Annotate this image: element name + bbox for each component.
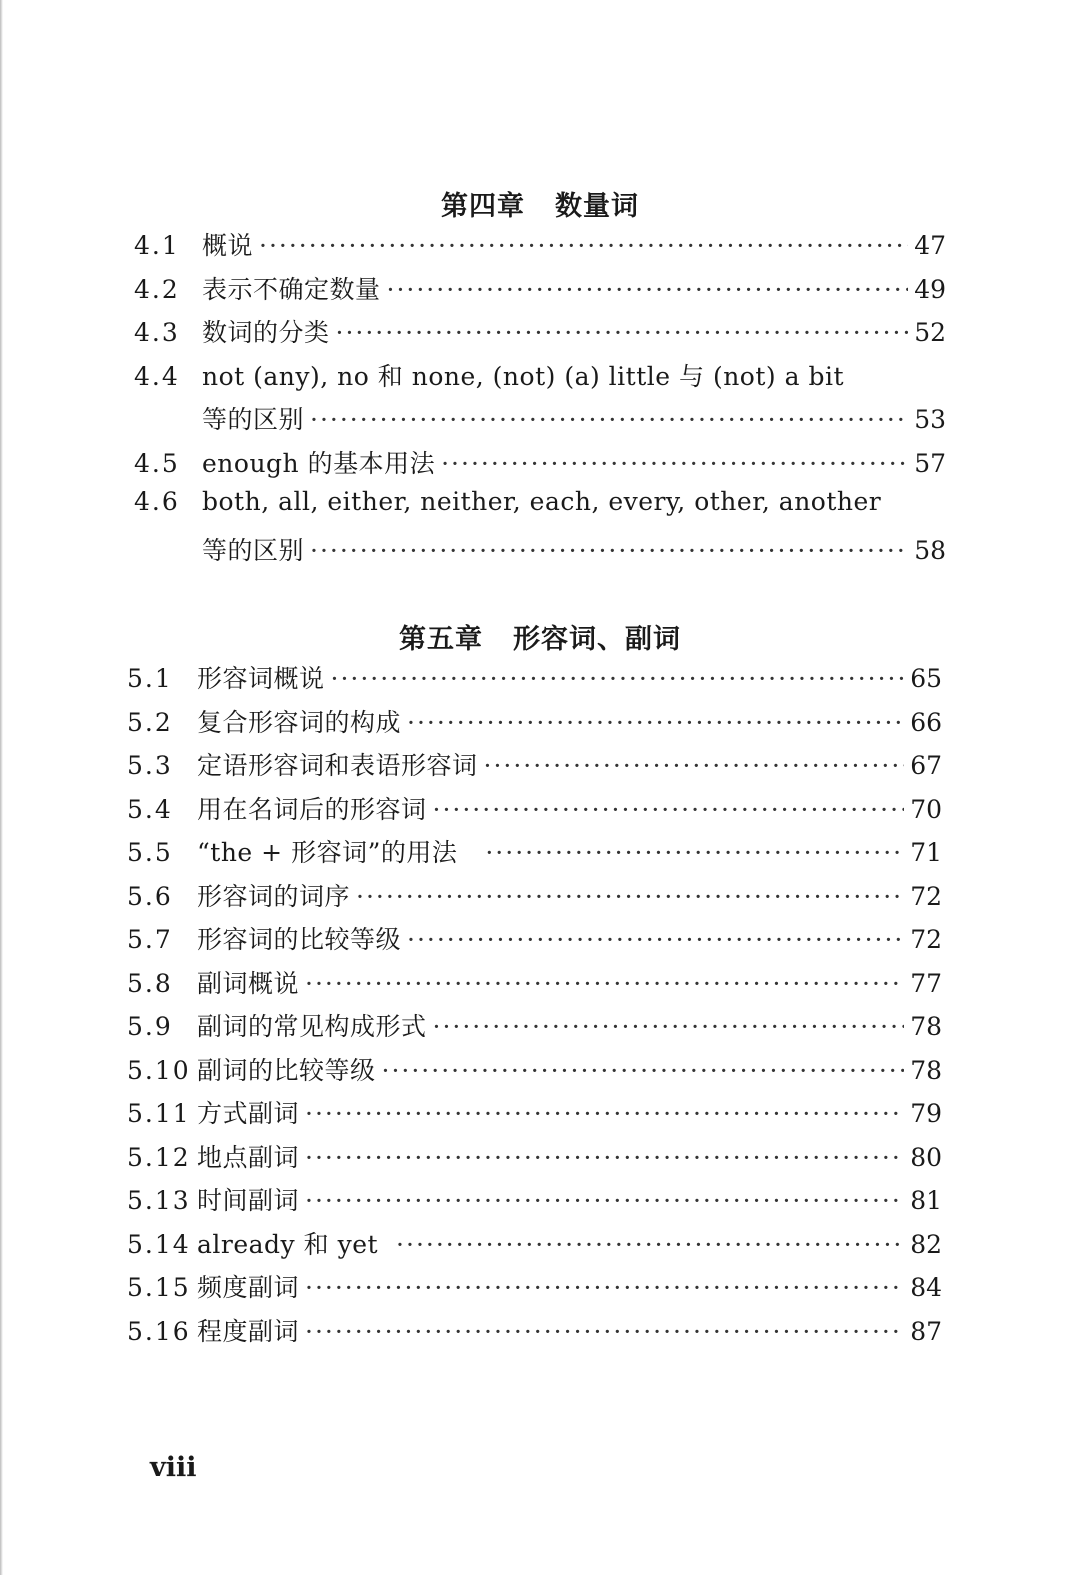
toc-entry-5-3[interactable]: [127, 746, 942, 790]
chapter-4-title: 数量词: [555, 191, 639, 222]
toc-number: 5.3: [127, 751, 173, 780]
toc-number: 5.2: [127, 707, 173, 737]
toc-number: 5.7: [127, 925, 173, 954]
toc-page-number: 47: [914, 231, 946, 260]
toc-number: 5.10: [127, 1055, 191, 1085]
toc-number: 4.4: [134, 361, 180, 391]
leader-dots: [433, 795, 905, 824]
toc-entry-5-1[interactable]: [127, 659, 942, 703]
leader-dots: [407, 925, 904, 954]
toc-title: 形容词概说: [197, 664, 325, 693]
page-edge: [0, 0, 3, 1575]
leader-dots: [305, 1273, 904, 1302]
chapter-5-label: 第五章: [399, 624, 483, 655]
toc-entry-4-5[interactable]: [134, 444, 946, 488]
toc-page-number: 70: [910, 794, 942, 824]
toc-page-number: 52: [914, 318, 946, 347]
toc-title-continuation: 等的区别: [202, 405, 305, 434]
toc-title: both, all, either, neither, each, every, other, another: [202, 487, 882, 516]
toc-number: 4.5: [134, 448, 180, 478]
toc-entry-5-11[interactable]: [127, 1094, 942, 1138]
toc-entry-5-5[interactable]: [127, 833, 942, 877]
toc-number: 5.1: [127, 664, 173, 693]
leader-dots: [259, 231, 908, 260]
toc-page-number: 72: [910, 881, 942, 911]
leader-dots: [336, 318, 909, 347]
toc-title: 复合形容词的构成: [197, 707, 402, 737]
toc-entry-4-1[interactable]: [134, 226, 946, 270]
toc-number: 4.2: [134, 274, 180, 304]
toc-page-number: 49: [914, 274, 946, 304]
toc-title: not (any), no 和 none, (not) (a) little 与 (not) a bit: [202, 361, 844, 391]
leader-dots: [310, 405, 908, 434]
toc-title: 频度副词: [197, 1273, 300, 1302]
toc-page-number: 78: [910, 1012, 942, 1041]
leader-dots: [305, 1143, 904, 1172]
leader-dots: [387, 275, 909, 304]
toc-page-number: 82: [910, 1229, 942, 1259]
toc-title: enough 的基本用法: [202, 448, 436, 478]
toc-number: 5.13: [127, 1186, 191, 1215]
leader-dots: [433, 1012, 905, 1041]
leader-dots: [485, 838, 904, 867]
toc-entry-5-9[interactable]: [127, 1007, 942, 1051]
toc-page-number: 79: [910, 1099, 942, 1128]
leader-dots: [382, 1056, 905, 1085]
toc-page-number: 81: [910, 1186, 942, 1215]
toc-title: 副词概说: [197, 968, 300, 998]
toc-number: 5.16: [127, 1316, 191, 1346]
toc-entry-5-15[interactable]: [127, 1268, 942, 1312]
leader-dots: [407, 708, 904, 737]
toc-page-number: 87: [910, 1316, 942, 1346]
toc-title: 副词的比较等级: [197, 1055, 376, 1085]
chapter-4-toc: [134, 226, 946, 574]
leader-dots: [396, 1230, 904, 1259]
toc-entry-5-13[interactable]: [127, 1181, 942, 1225]
toc-title: 定语形容词和表语形容词: [197, 751, 478, 780]
leader-dots: [305, 1186, 904, 1215]
toc-page-number: 67: [910, 751, 942, 780]
toc-title: 表示不确定数量: [202, 274, 381, 304]
leader-dots: [356, 882, 904, 911]
toc-number: 5.14: [127, 1229, 191, 1259]
toc-entry-5-8[interactable]: [127, 964, 942, 1008]
toc-title: 形容词的比较等级: [197, 925, 402, 954]
toc-page-number: 78: [910, 1055, 942, 1085]
toc-entry-5-14[interactable]: [127, 1225, 942, 1269]
chapter-5-toc: [127, 659, 942, 1355]
toc-entry-4-4[interactable]: [134, 357, 946, 444]
toc-entry-4-3[interactable]: [134, 313, 946, 357]
leader-dots: [441, 449, 908, 478]
toc-entry-5-7[interactable]: [127, 920, 942, 964]
toc-title: 方式副词: [197, 1099, 300, 1128]
toc-number: 5.9: [127, 1012, 173, 1041]
toc-entry-5-2[interactable]: [127, 703, 942, 747]
page-folio: viii: [150, 1452, 197, 1483]
toc-number: 5.5: [127, 838, 173, 867]
toc-page-number: 77: [910, 968, 942, 998]
chapter-5-title: 形容词、副词: [513, 624, 681, 655]
toc-title: 数词的分类: [202, 318, 330, 347]
chapter-4-heading: [0, 184, 1080, 223]
toc-page-number: 66: [910, 707, 942, 737]
leader-dots: [305, 969, 904, 998]
toc-entry-4-6[interactable]: [134, 487, 946, 574]
toc-page-number: 84: [910, 1273, 942, 1302]
toc-title: 地点副词: [197, 1142, 300, 1172]
toc-title: 副词的常见构成形式: [197, 1012, 427, 1041]
toc-number: 4.6: [134, 487, 180, 516]
toc-page-number: 58: [914, 535, 946, 565]
toc-entry-5-12[interactable]: [127, 1138, 942, 1182]
toc-title: 形容词的词序: [197, 881, 351, 911]
leader-dots: [310, 536, 908, 565]
toc-number: 5.12: [127, 1142, 191, 1172]
toc-number: 4.1: [134, 231, 180, 260]
toc-entry-5-16[interactable]: [127, 1312, 942, 1356]
toc-title: “the + 形容词”的用法: [197, 838, 458, 867]
toc-number: 4.3: [134, 318, 180, 347]
toc-title: 时间副词: [197, 1186, 300, 1215]
toc-entry-5-6[interactable]: [127, 877, 942, 921]
toc-entry-4-2[interactable]: [134, 270, 946, 314]
toc-title-continuation: 等的区别: [202, 535, 305, 565]
chapter-4-label: 第四章: [441, 191, 525, 222]
toc-title: 概说: [202, 231, 254, 260]
toc-number: 5.11: [127, 1099, 191, 1128]
leader-dots: [305, 1317, 904, 1346]
toc-title: already 和 yet: [197, 1229, 379, 1259]
toc-page-number: 80: [910, 1142, 942, 1172]
toc-number: 5.15: [127, 1273, 191, 1302]
leader-dots: [305, 1099, 904, 1128]
toc-page-number: 53: [914, 405, 946, 434]
leader-dots: [331, 664, 905, 693]
chapter-5-heading: [0, 617, 1080, 656]
toc-page-number: 57: [914, 448, 946, 478]
toc-entry-5-4[interactable]: [127, 790, 942, 834]
toc-page-number: 65: [910, 664, 942, 693]
toc-number: 5.4: [127, 794, 173, 824]
toc-title: 程度副词: [197, 1316, 300, 1346]
toc-title: 用在名词后的形容词: [197, 794, 427, 824]
toc-number: 5.6: [127, 881, 173, 911]
leader-dots: [484, 751, 905, 780]
toc-entry-5-10[interactable]: [127, 1051, 942, 1095]
toc-page-number: 71: [910, 838, 942, 867]
toc-page-number: 72: [910, 925, 942, 954]
toc-number: 5.8: [127, 968, 173, 998]
